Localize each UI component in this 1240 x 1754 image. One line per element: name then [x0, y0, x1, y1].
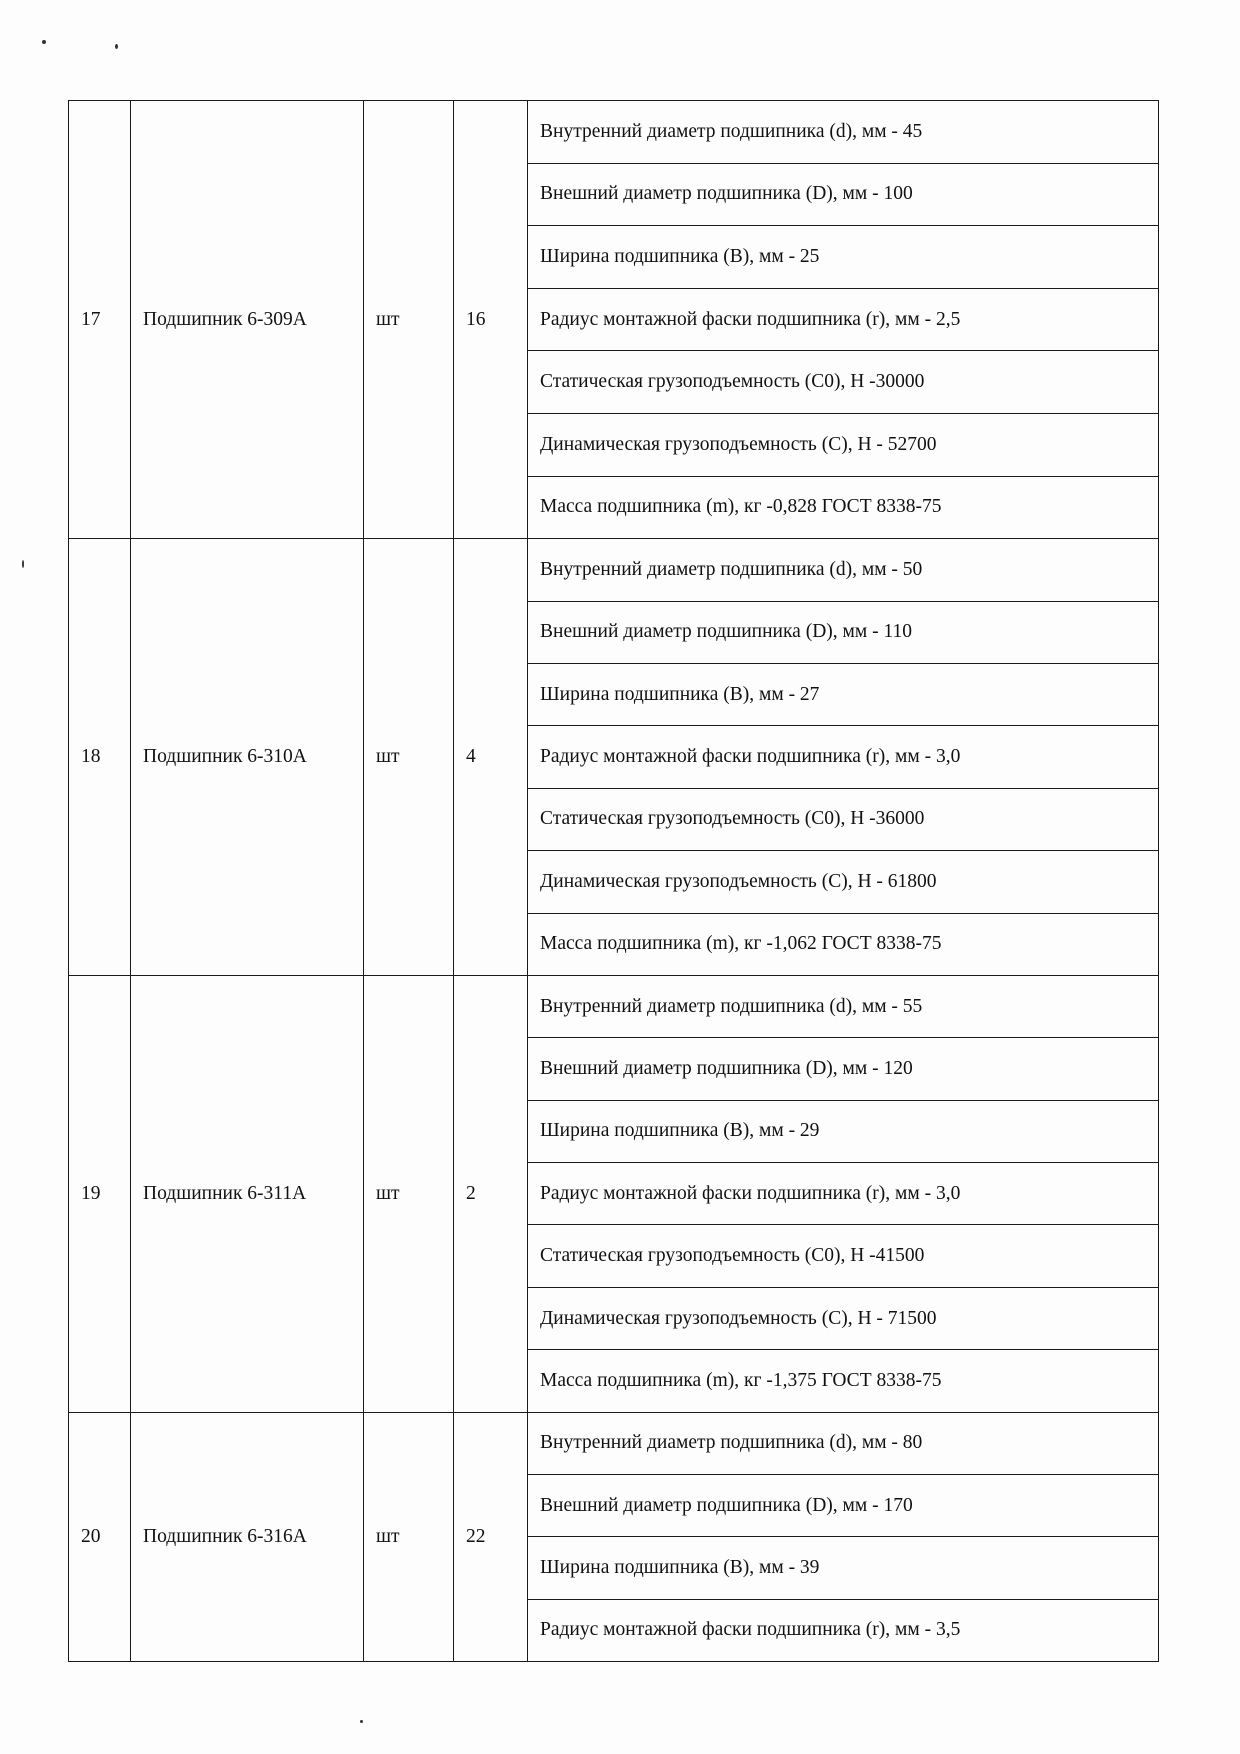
table-row [69, 101, 1159, 164]
item-name: Подшипник 6-309А [131, 101, 364, 539]
spec-line: Внутренний диаметр подшипника (d), мм - 50 [528, 539, 1159, 601]
spec-line: Внешний диаметр подшипника (D), мм - 110 [528, 601, 1159, 663]
scan-speck [115, 44, 118, 49]
spec-line: Ширина подшипника (В), мм - 25 [528, 226, 1159, 289]
bearing-spec-table [68, 100, 1159, 1662]
spec-line: Ширина подшипника (В), мм - 29 [528, 1100, 1159, 1162]
table-row [69, 1412, 1159, 1474]
spec-line: Ширина подшипника (В), мм - 27 [528, 663, 1159, 725]
spec-line: Статическая грузоподъемность (С0), Н -36000 [528, 788, 1159, 850]
quantity: 22 [454, 1412, 528, 1662]
spec-line: Масса подшипника (m), кг -1,062 ГОСТ 8338-75 [528, 913, 1159, 975]
spec-line: Радиус монтажной фаски подшипника (r), мм - 2,5 [528, 288, 1159, 351]
spec-line: Статическая грузоподъемность (С0), Н -41500 [528, 1225, 1159, 1287]
unit: шт [364, 1412, 454, 1662]
spec-line: Радиус монтажной фаски подшипника (r), мм - 3,0 [528, 726, 1159, 788]
spec-line: Динамическая грузоподъемность (С), Н - 52700 [528, 413, 1159, 476]
spec-line: Внешний диаметр подшипника (D), мм - 100 [528, 163, 1159, 226]
spec-line: Радиус монтажной фаски подшипника (r), мм - 3,0 [528, 1163, 1159, 1225]
spec-line: Внешний диаметр подшипника (D), мм - 170 [528, 1475, 1159, 1537]
unit: шт [364, 101, 454, 539]
row-number: 17 [69, 101, 131, 539]
spec-line: Ширина подшипника (В), мм - 39 [528, 1537, 1159, 1599]
table-row [69, 539, 1159, 601]
spec-line: Статическая грузоподъемность (С0), Н -30000 [528, 351, 1159, 414]
quantity: 4 [454, 539, 528, 976]
item-name: Подшипник 6-316А [131, 1412, 364, 1662]
unit: шт [364, 539, 454, 976]
spec-line: Внутренний диаметр подшипника (d), мм - 45 [528, 101, 1159, 164]
table-row [69, 975, 1159, 1037]
row-number: 18 [69, 539, 131, 976]
scan-speck [42, 40, 46, 44]
spec-line: Внутренний диаметр подшипника (d), мм - 55 [528, 975, 1159, 1037]
spec-line: Динамическая грузоподъемность (С), Н - 61800 [528, 851, 1159, 913]
spec-line: Масса подшипника (m), кг -0,828 ГОСТ 8338-75 [528, 476, 1159, 539]
quantity: 2 [454, 975, 528, 1412]
item-name: Подшипник 6-311А [131, 975, 364, 1412]
item-name: Подшипник 6-310А [131, 539, 364, 976]
spec-line: Внутренний диаметр подшипника (d), мм - 80 [528, 1412, 1159, 1474]
spec-line: Радиус монтажной фаски подшипника (r), мм - 3,5 [528, 1599, 1159, 1661]
spec-line: Внешний диаметр подшипника (D), мм - 120 [528, 1038, 1159, 1100]
spec-line: Масса подшипника (m), кг -1,375 ГОСТ 8338-75 [528, 1350, 1159, 1412]
spec-line: Динамическая грузоподъемность (С), Н - 71500 [528, 1287, 1159, 1349]
unit: шт [364, 975, 454, 1412]
row-number: 20 [69, 1412, 131, 1662]
quantity: 16 [454, 101, 528, 539]
row-number: 19 [69, 975, 131, 1412]
scan-speck [22, 560, 24, 568]
scan-speck [360, 1720, 363, 1723]
